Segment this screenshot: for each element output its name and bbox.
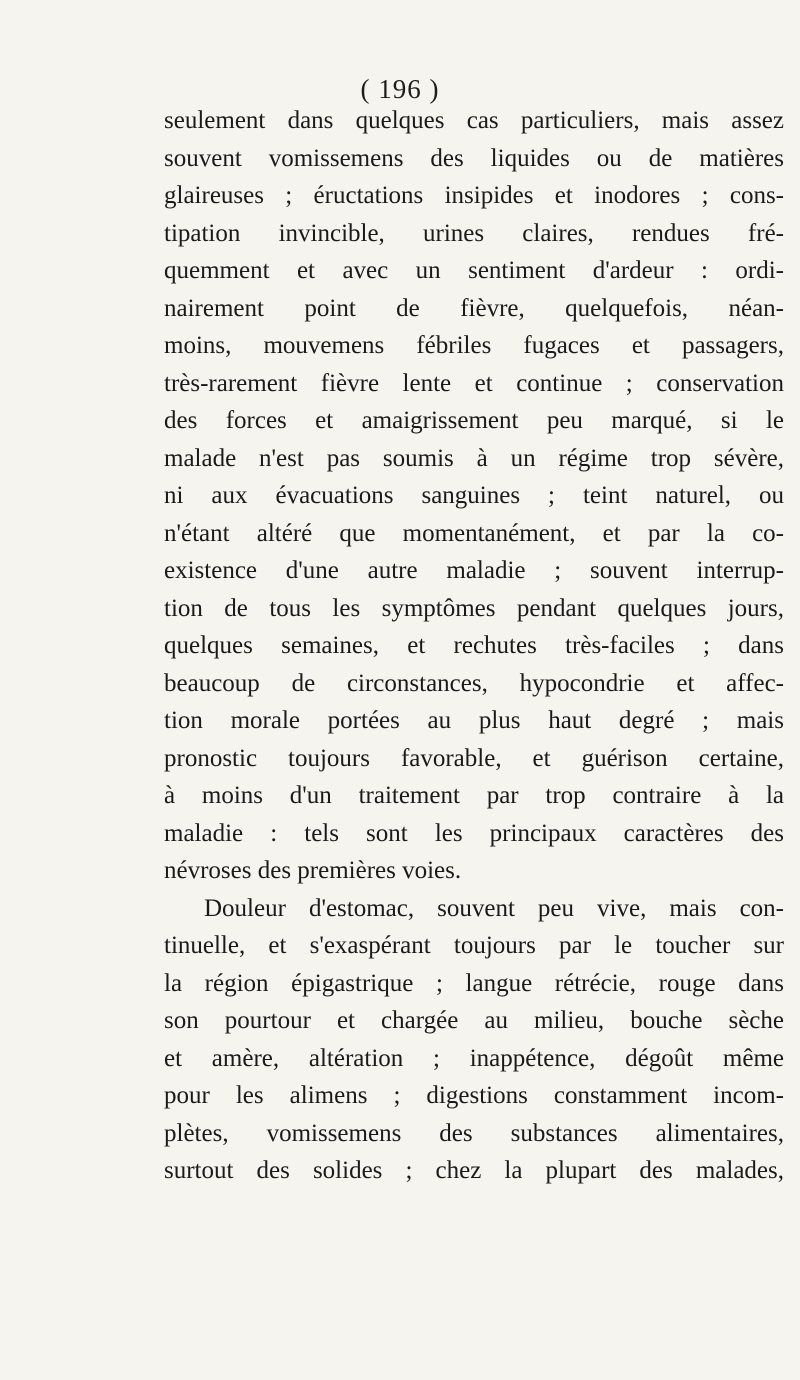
text-line: quemment et avec un sentiment d'ardeur : ordi-: [164, 257, 784, 284]
text-line: ni aux évacuations sanguines ; teint naturel, ou: [164, 482, 784, 509]
body-text: [164, 102, 784, 1190]
text-line: à moins d'un traitement par trop contraire à la: [164, 782, 784, 809]
text-line: des forces et amaigrissement peu marqué, si le: [164, 407, 784, 434]
text-line: tion de tous les symptômes pendant quelques jours,: [164, 594, 784, 622]
text-line: malade n'est pas soumis à un régime trop sévère,: [164, 444, 784, 472]
text-line: n'étant altéré que momentanément, et par la co-: [164, 519, 784, 547]
text-line: maladie : tels sont les principaux caractères des: [164, 819, 784, 847]
text-line: souvent vomissemens des liquides ou de matières: [164, 144, 784, 172]
text-line: seulement dans quelques cas particuliers, mais assez: [164, 107, 784, 134]
text-line: moins, mouvemens fébriles fugaces et passagers,: [164, 332, 784, 359]
text-line: tion morale portées au plus haut degré ; mais: [164, 707, 784, 734]
text-line: pour les alimens ; digestions constamment incom-: [164, 1082, 784, 1109]
text-line: plètes, vomissemens des substances alimentaires,: [164, 1119, 784, 1147]
text-line: surtout des solides ; chez la plupart des malades,: [164, 1157, 784, 1184]
text-line: la région épigastrique ; langue rétrécie, rouge dans: [164, 969, 784, 997]
text-line: tipation invincible, urines claires, rendues fré-: [164, 219, 784, 247]
text-line: et amère, altération ; inappétence, dégoût même: [164, 1044, 784, 1072]
text-line: existence d'une autre maladie ; souvent interrup-: [164, 557, 784, 584]
text-line: glaireuses ; éructations insipides et inodores ; cons-: [164, 182, 784, 209]
paragraph-end-line: névroses des premières voies.: [164, 857, 462, 884]
text-line: pronostic toujours favorable, et guérison certaine,: [164, 744, 784, 772]
text-line: beaucoup de circonstances, hypocondrie et affec-: [164, 669, 784, 697]
text-line: très-rarement fièvre lente et continue ; conservation: [164, 369, 784, 397]
paragraph-start-line: Douleur d'estomac, souvent peu vive, mais con-: [204, 894, 784, 922]
page-number: ( 196 ): [360, 74, 440, 104]
text-line: son pourtour et chargée au milieu, bouche sèche: [164, 1007, 784, 1034]
text-line: nairement point de fièvre, quelquefois, néan-: [164, 294, 784, 322]
text-line: quelques semaines, et rechutes très-faciles ; dans: [164, 632, 784, 659]
text-line: tinuelle, et s'exaspérant toujours par le toucher sur: [164, 932, 784, 959]
